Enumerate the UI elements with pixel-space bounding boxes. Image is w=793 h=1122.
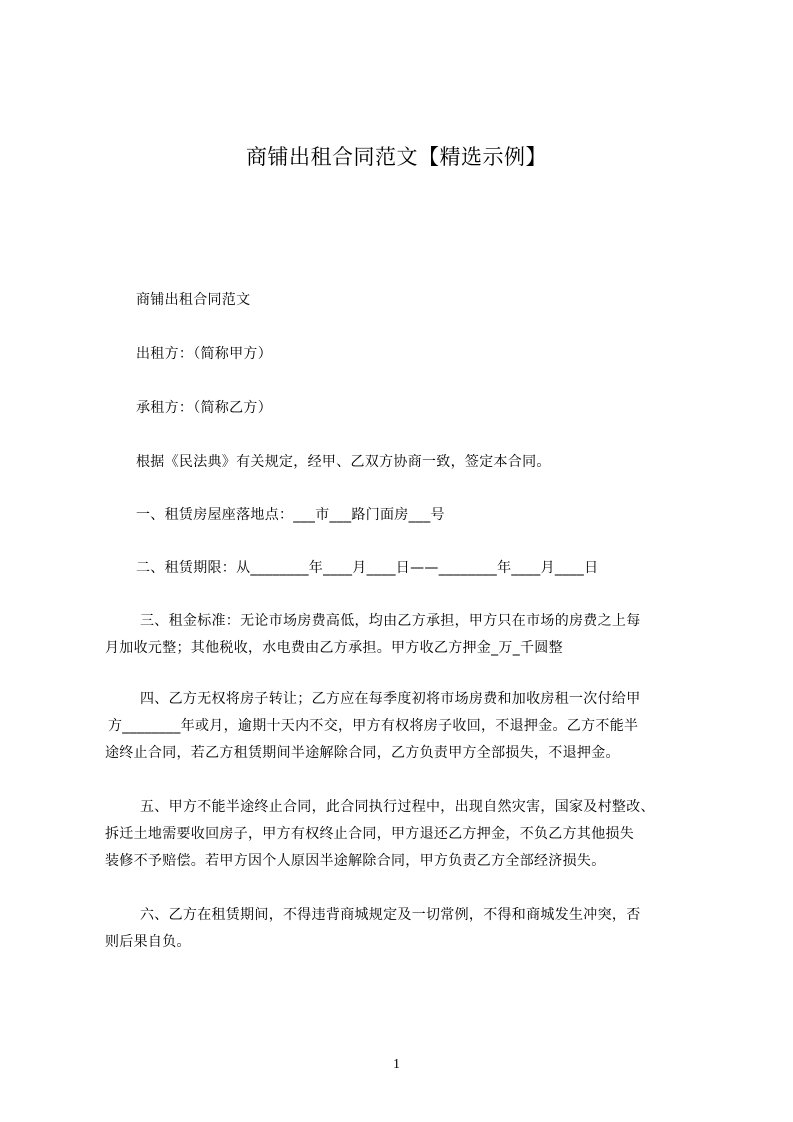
document-title: 商铺出租合同范文【精选示例】: [246, 145, 547, 169]
clause-6-line-1: 六、乙方在租赁期间，不得违背商城规定及一切常例，不得和商城发生冲突，否: [140, 907, 641, 923]
clause-4-line-1: 四、乙方无权将房子转让；乙方应在每季度初将市场房费和加收房租一次付给甲: [140, 691, 641, 707]
clause-4-line-3: 途终止合同，若乙方租赁期间半途解除合同，乙方负责甲方全部损失，不退押金。: [105, 745, 620, 761]
clause-3-line-2: 月加收元整；其他税收，水电费由乙方承担。甲方收乙方押金_万_千圆整: [105, 640, 563, 656]
clause-1-location: 一、租赁房屋座落地点：___市___路门面房___号: [136, 507, 445, 523]
clause-4-line-2: 方________年或月，逾期十天内不交，甲方有权将房子收回，不退押金。乙方不能半: [108, 718, 639, 734]
clause-3-line-1: 三、租金标准：无论市场房费高低，均由乙方承担，甲方只在市场的房费之上每: [140, 613, 641, 629]
page-number: 1: [393, 1057, 400, 1072]
clause-5-line-3: 装修不予赔偿。若甲方因个人原因半途解除合同，甲方负责乙方全部经济损失。: [105, 853, 606, 869]
document-heading: 商铺出租合同范文: [136, 292, 251, 308]
lessee-line: 承租方：（简称乙方）: [136, 400, 272, 416]
lessor-line: 出租方：（简称甲方）: [136, 346, 272, 362]
clause-5-line-1: 五、甲方不能半途终止合同，此合同执行过程中，出现自然灾害，国家及村整改、: [140, 799, 655, 815]
clause-2-term: 二、租赁期限：从________年____月____日——________年____月____日: [136, 560, 599, 576]
intro-paragraph: 根据《民法典》有关规定，经甲、乙双方协商一致，签定本合同。: [136, 454, 551, 470]
clause-6-line-2: 则后果自负。: [105, 934, 191, 950]
clause-5-line-2: 拆迁土地需要收回房子，甲方有权终止合同，甲方退还乙方押金，不负乙方其他损失: [105, 826, 635, 842]
